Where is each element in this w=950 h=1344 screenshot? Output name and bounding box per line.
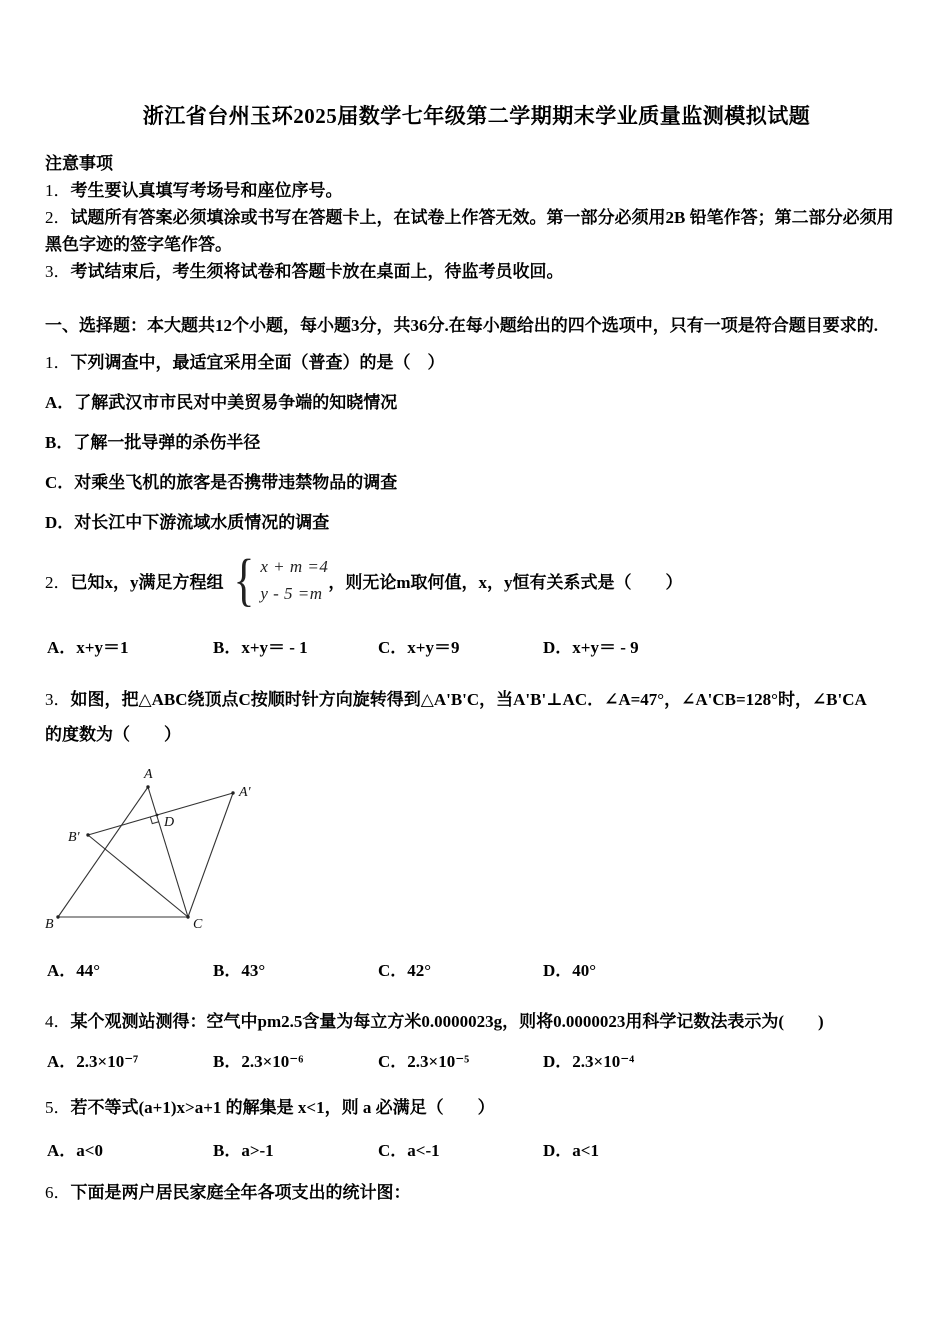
q5-option-c: C．a<-1 xyxy=(378,1141,440,1160)
q1-option-c: C．对乘坐飞机的旅客是否携带违禁物品的调查 xyxy=(45,473,398,492)
section-header: 一、选择题：本大题共12个小题，每小题3分，共36分.在每小题给出的四个选项中，只有一项是符合题目要求的. xyxy=(45,316,878,335)
q4-option-d: D．2.3×10⁻⁴ xyxy=(543,1052,635,1071)
notice-item-2-text: 试题所有答案必须填涂或书写在答题卡上，在试卷上作答无效。第一部分必须用2B 铅笔作答；第二部分必须用黑色字迹的签字笔作答。 xyxy=(45,208,894,254)
notice-item-2 xyxy=(45,204,908,258)
q5-option-d: D．a<1 xyxy=(543,1141,599,1160)
vertex-dot-a-prime xyxy=(231,791,234,794)
figure-label-d: D xyxy=(164,815,175,830)
question-3 xyxy=(45,682,908,981)
notice-item-1 xyxy=(45,177,908,204)
page-title: 浙江省台州玉环2025届数学七年级第二学期期末学业质量监测模拟试题 xyxy=(142,104,811,128)
notice-heading: 注意事项 xyxy=(45,154,113,173)
question-5 xyxy=(45,1093,908,1161)
q2-number: 2． xyxy=(45,572,71,592)
q2-option-a: A．x+y＝1 xyxy=(47,638,129,657)
q3-stem-line2: 的度数为（ ） xyxy=(45,725,181,744)
q2-equation-system xyxy=(260,553,328,607)
figure-label-b-prime: B' xyxy=(68,830,80,845)
q3-option-a: A．44° xyxy=(47,961,101,980)
q2-stem xyxy=(45,547,908,612)
q1-option-a: A．了解武汉市市民对中美贸易争端的知晓情况 xyxy=(45,393,398,412)
notice-item-3-number: 3． xyxy=(45,262,71,281)
question-4 xyxy=(45,1007,908,1072)
figure-line-ab xyxy=(58,787,148,917)
q6-stem xyxy=(45,1178,908,1203)
question-1 xyxy=(45,348,908,533)
vertex-dot-a xyxy=(146,785,149,788)
notice-item-1-number: 1． xyxy=(45,181,71,200)
left-brace-glyph: { xyxy=(232,547,254,612)
q4-option-b: B．2.3×10⁻⁶ xyxy=(213,1052,304,1071)
q6-number: 6． xyxy=(45,1183,71,1202)
q5-stem-text: 若不等式(a+1)x>a+1 的解集是 x<1，则 a 必满足（ ） xyxy=(70,1098,495,1117)
q2-option-c: C．x+y＝9 xyxy=(378,638,460,657)
q6-stem-text: 下面是两户居民家庭全年各项支出的统计图： xyxy=(70,1183,411,1202)
figure-line-b-prime-c xyxy=(88,835,188,917)
q4-option-c: C．2.3×10⁻⁵ xyxy=(378,1052,470,1071)
q4-stem xyxy=(45,1007,908,1032)
vertex-dot-c xyxy=(186,915,189,918)
figure-line-a-prime-c xyxy=(188,793,233,917)
q1-option-d: D．对长江中下游流域水质情况的调查 xyxy=(45,513,330,532)
q4-number: 4． xyxy=(45,1012,71,1031)
question-6 xyxy=(45,1178,908,1203)
q2-equation-1: x + m =4 xyxy=(260,557,329,576)
figure-label-a-prime: A' xyxy=(239,785,251,800)
notice-section xyxy=(45,150,908,285)
q5-option-a: A．a<0 xyxy=(47,1141,103,1160)
vertex-dot-b-prime xyxy=(86,833,89,836)
q3-stem xyxy=(45,682,908,752)
figure-label-b: B xyxy=(45,917,54,932)
q4-stem-text: 某个观测站测得：空气中pm2.5含量为每立方米0.0000023g，则将0.0000023用科学记数法表示为( ) xyxy=(70,1012,824,1031)
q2-option-b: B．x+y＝ - 1 xyxy=(213,638,308,657)
vertex-dot-b xyxy=(56,915,59,918)
q2-stem-prefix: 已知x，y满足方程组 xyxy=(70,572,224,592)
q2-options xyxy=(47,633,908,658)
q3-number: 3． xyxy=(45,690,71,709)
q3-option-c: C．42° xyxy=(378,961,432,980)
q5-option-b: B．a>-1 xyxy=(213,1141,274,1160)
vertex-dot-d xyxy=(156,814,159,817)
q1-number: 1． xyxy=(45,353,71,372)
q3-options xyxy=(47,956,908,981)
q3-rotation-figure xyxy=(20,762,320,942)
figure-line-ac xyxy=(148,787,188,917)
q5-options xyxy=(47,1136,908,1161)
q4-options xyxy=(47,1047,908,1072)
notice-item-2-number: 2． xyxy=(45,208,71,227)
notice-item-1-text: 考生要认真填写考场号和座位序号。 xyxy=(70,181,343,200)
q1-option-b: B．了解一批导弹的杀伤半径 xyxy=(45,433,261,452)
q4-option-a: A．2.3×10⁻⁷ xyxy=(47,1052,139,1071)
q1-stem-text: 下列调查中，最适宜采用全面（普查）的是（ ） xyxy=(70,353,445,372)
question-2 xyxy=(45,547,908,658)
figure-label-a: A xyxy=(144,767,153,782)
figure-label-c: C xyxy=(193,917,203,932)
q5-number: 5． xyxy=(45,1098,71,1117)
q3-option-b: B．43° xyxy=(213,961,266,980)
q5-stem xyxy=(45,1093,908,1118)
q2-stem-suffix: ，则无论m取何值，x，y恒有关系式是（ ） xyxy=(328,572,683,592)
q3-option-d: D．40° xyxy=(543,961,597,980)
notice-item-3-text: 考试结束后，考生须将试卷和答题卡放在桌面上，待监考员收回。 xyxy=(70,262,564,281)
notice-item-3 xyxy=(45,258,908,285)
q1-stem xyxy=(45,348,908,373)
q2-option-d: D．x+y＝ - 9 xyxy=(543,638,639,657)
q2-equation-2: y - 5 =m xyxy=(260,584,323,603)
q3-stem-line1: 如图，把△ABC绕顶点C按顺时针方向旋转得到△A'B'C，当A'B'⊥AC．∠A=47°，∠A'CB=128°时，∠B'CA xyxy=(70,690,867,709)
